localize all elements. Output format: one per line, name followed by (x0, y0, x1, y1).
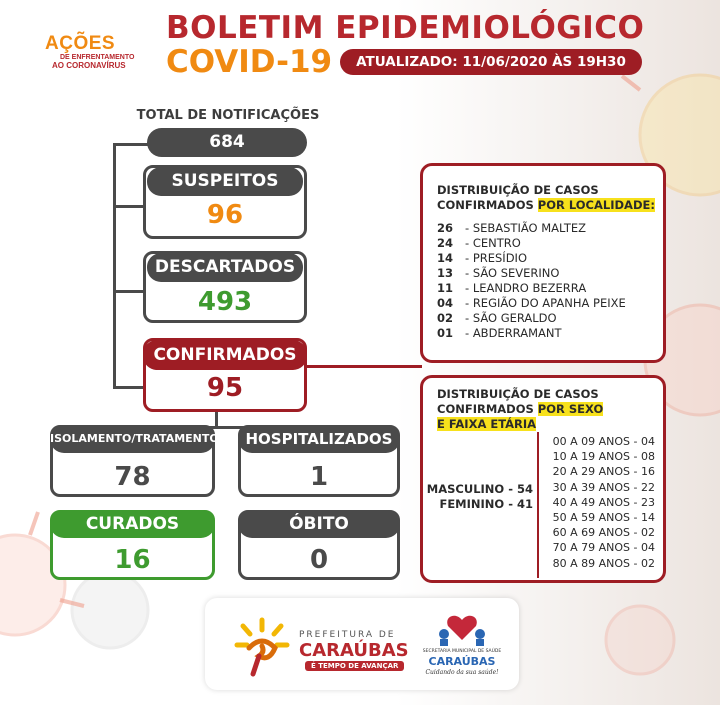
location-name: ABDERRAMANT (472, 326, 562, 340)
descartados-value: 493 (197, 287, 253, 317)
isolamento-label: ISOLAMENTO/TRATAMENTO (50, 425, 215, 453)
connector-line (302, 365, 422, 368)
secretary-line2: CARAÚBAS (428, 655, 496, 668)
campaign-logo-title: AÇÕES (45, 33, 116, 54)
connector-line (113, 143, 116, 388)
hospitalizados-value: 1 (309, 462, 329, 492)
age-group-item: 70 A 79 ANOS - 04 (552, 541, 655, 555)
age-list (553, 434, 655, 571)
location-item: 01 - ABDERRAMANT (437, 326, 562, 340)
location-item: 11 - LEANDRO BEZERRA (437, 281, 587, 295)
location-name: SÃO GERALDO (472, 311, 557, 325)
location-panel (420, 163, 666, 363)
confirmados-value: 95 (206, 373, 244, 403)
suspeitos-label: SUSPEITOS (147, 167, 303, 196)
age-group-item: 50 A 59 ANOS - 14 (552, 511, 655, 525)
location-count: 26 (437, 221, 454, 235)
descartados-label: DESCARTADOS (147, 253, 303, 282)
age-group-item: 60 A 69 ANOS - 02 (552, 526, 655, 540)
sex-age-title: DISTRIBUIÇÃO DE CASOS CONFIRMADOS POR SEXO E FAIXA ETÁRIA (437, 387, 604, 431)
connector-line (113, 386, 145, 389)
obito-label: ÓBITO (238, 510, 400, 538)
age-group-item: 80 A 89 ANOS - 02 (552, 556, 655, 570)
connector-line (113, 205, 145, 208)
notifications-value: 684 (147, 128, 307, 157)
curados-label: CURADOS (50, 510, 215, 538)
page-title: BOLETIM EPIDEMIOLÓGICO (166, 10, 645, 46)
location-count: 13 (437, 266, 454, 280)
confirmados-label: CONFIRMADOS (143, 340, 307, 370)
campaign-logo-sub2: AO CORONAVÍRUS (52, 61, 126, 70)
notifications-label: TOTAL DE NOTIFICAÇÕES (136, 108, 320, 123)
sex-breakdown (425, 482, 533, 512)
secretary-line3: Cuidando da sua saúde! (425, 669, 499, 676)
location-item: 13 - SÃO SEVERINO (437, 266, 560, 280)
location-count: 11 (437, 281, 454, 295)
sex-age-panel (420, 375, 666, 583)
page-subtitle: COVID-19 (166, 44, 333, 80)
location-name: CENTRO (472, 236, 521, 250)
location-item: 02 - SÃO GERALDO (437, 311, 557, 325)
location-name: PRESÍDIO (472, 251, 527, 265)
campaign-logo-sub: DE ENFRENTAMENTO (60, 54, 135, 61)
age-group-item: 10 A 19 ANOS - 08 (552, 450, 655, 464)
isolamento-value: 78 (114, 462, 151, 492)
location-item: 26 - SEBASTIÃO MALTEZ (437, 221, 587, 235)
location-item: 14 - PRESÍDIO (437, 251, 527, 265)
male-count: MASCULINO - 54 (426, 482, 533, 496)
prefeitura-line2: CARAÚBAS (299, 640, 409, 661)
panel-divider (537, 432, 539, 578)
female-count: FEMININO - 41 (439, 497, 533, 511)
connector-line (113, 290, 145, 293)
location-list (437, 221, 626, 341)
obito-value: 0 (309, 545, 329, 575)
location-item: 04 - REGIÃO DO APANHA PEIXE (437, 296, 626, 310)
location-name: SÃO SEVERINO (472, 266, 560, 280)
health-secretary-logo-icon (436, 614, 488, 646)
curados-value: 16 (114, 545, 151, 575)
age-group-item: 20 A 29 ANOS - 16 (552, 465, 655, 479)
update-badge: ATUALIZADO: 11/06/2020 ÀS 19H30 (340, 49, 642, 75)
suspeitos-value: 96 (206, 200, 244, 230)
age-group-item: 30 A 39 ANOS - 22 (552, 480, 655, 494)
location-name: SEBASTIÃO MALTEZ (472, 221, 587, 235)
sun-logo-icon (229, 612, 295, 678)
location-count: 14 (437, 251, 454, 265)
age-group-item: 40 A 49 ANOS - 23 (552, 495, 655, 509)
prefeitura-slogan: É TEMPO DE AVANÇAR (305, 661, 404, 671)
location-count: 02 (437, 311, 454, 325)
prefeitura-line1: PREFEITURA DE (299, 630, 396, 640)
footer-logos (205, 598, 519, 690)
hospitalizados-label: HOSPITALIZADOS (238, 425, 400, 453)
location-name: LEANDRO BEZERRA (472, 281, 587, 295)
secretary-line1: SECRETARIA MUNICIPAL DE SAÚDE (422, 649, 502, 654)
connector-line (113, 143, 149, 146)
location-count: 01 (437, 326, 454, 340)
location-name: REGIÃO DO APANHA PEIXE (472, 296, 626, 310)
location-count: 24 (437, 236, 454, 250)
location-title: DISTRIBUIÇÃO DE CASOS CONFIRMADOS POR LOCALIDADE: (437, 183, 655, 212)
age-group-item: 00 A 09 ANOS - 04 (552, 435, 655, 448)
location-count: 04 (437, 296, 454, 310)
location-item: 24 - CENTRO (437, 236, 521, 250)
